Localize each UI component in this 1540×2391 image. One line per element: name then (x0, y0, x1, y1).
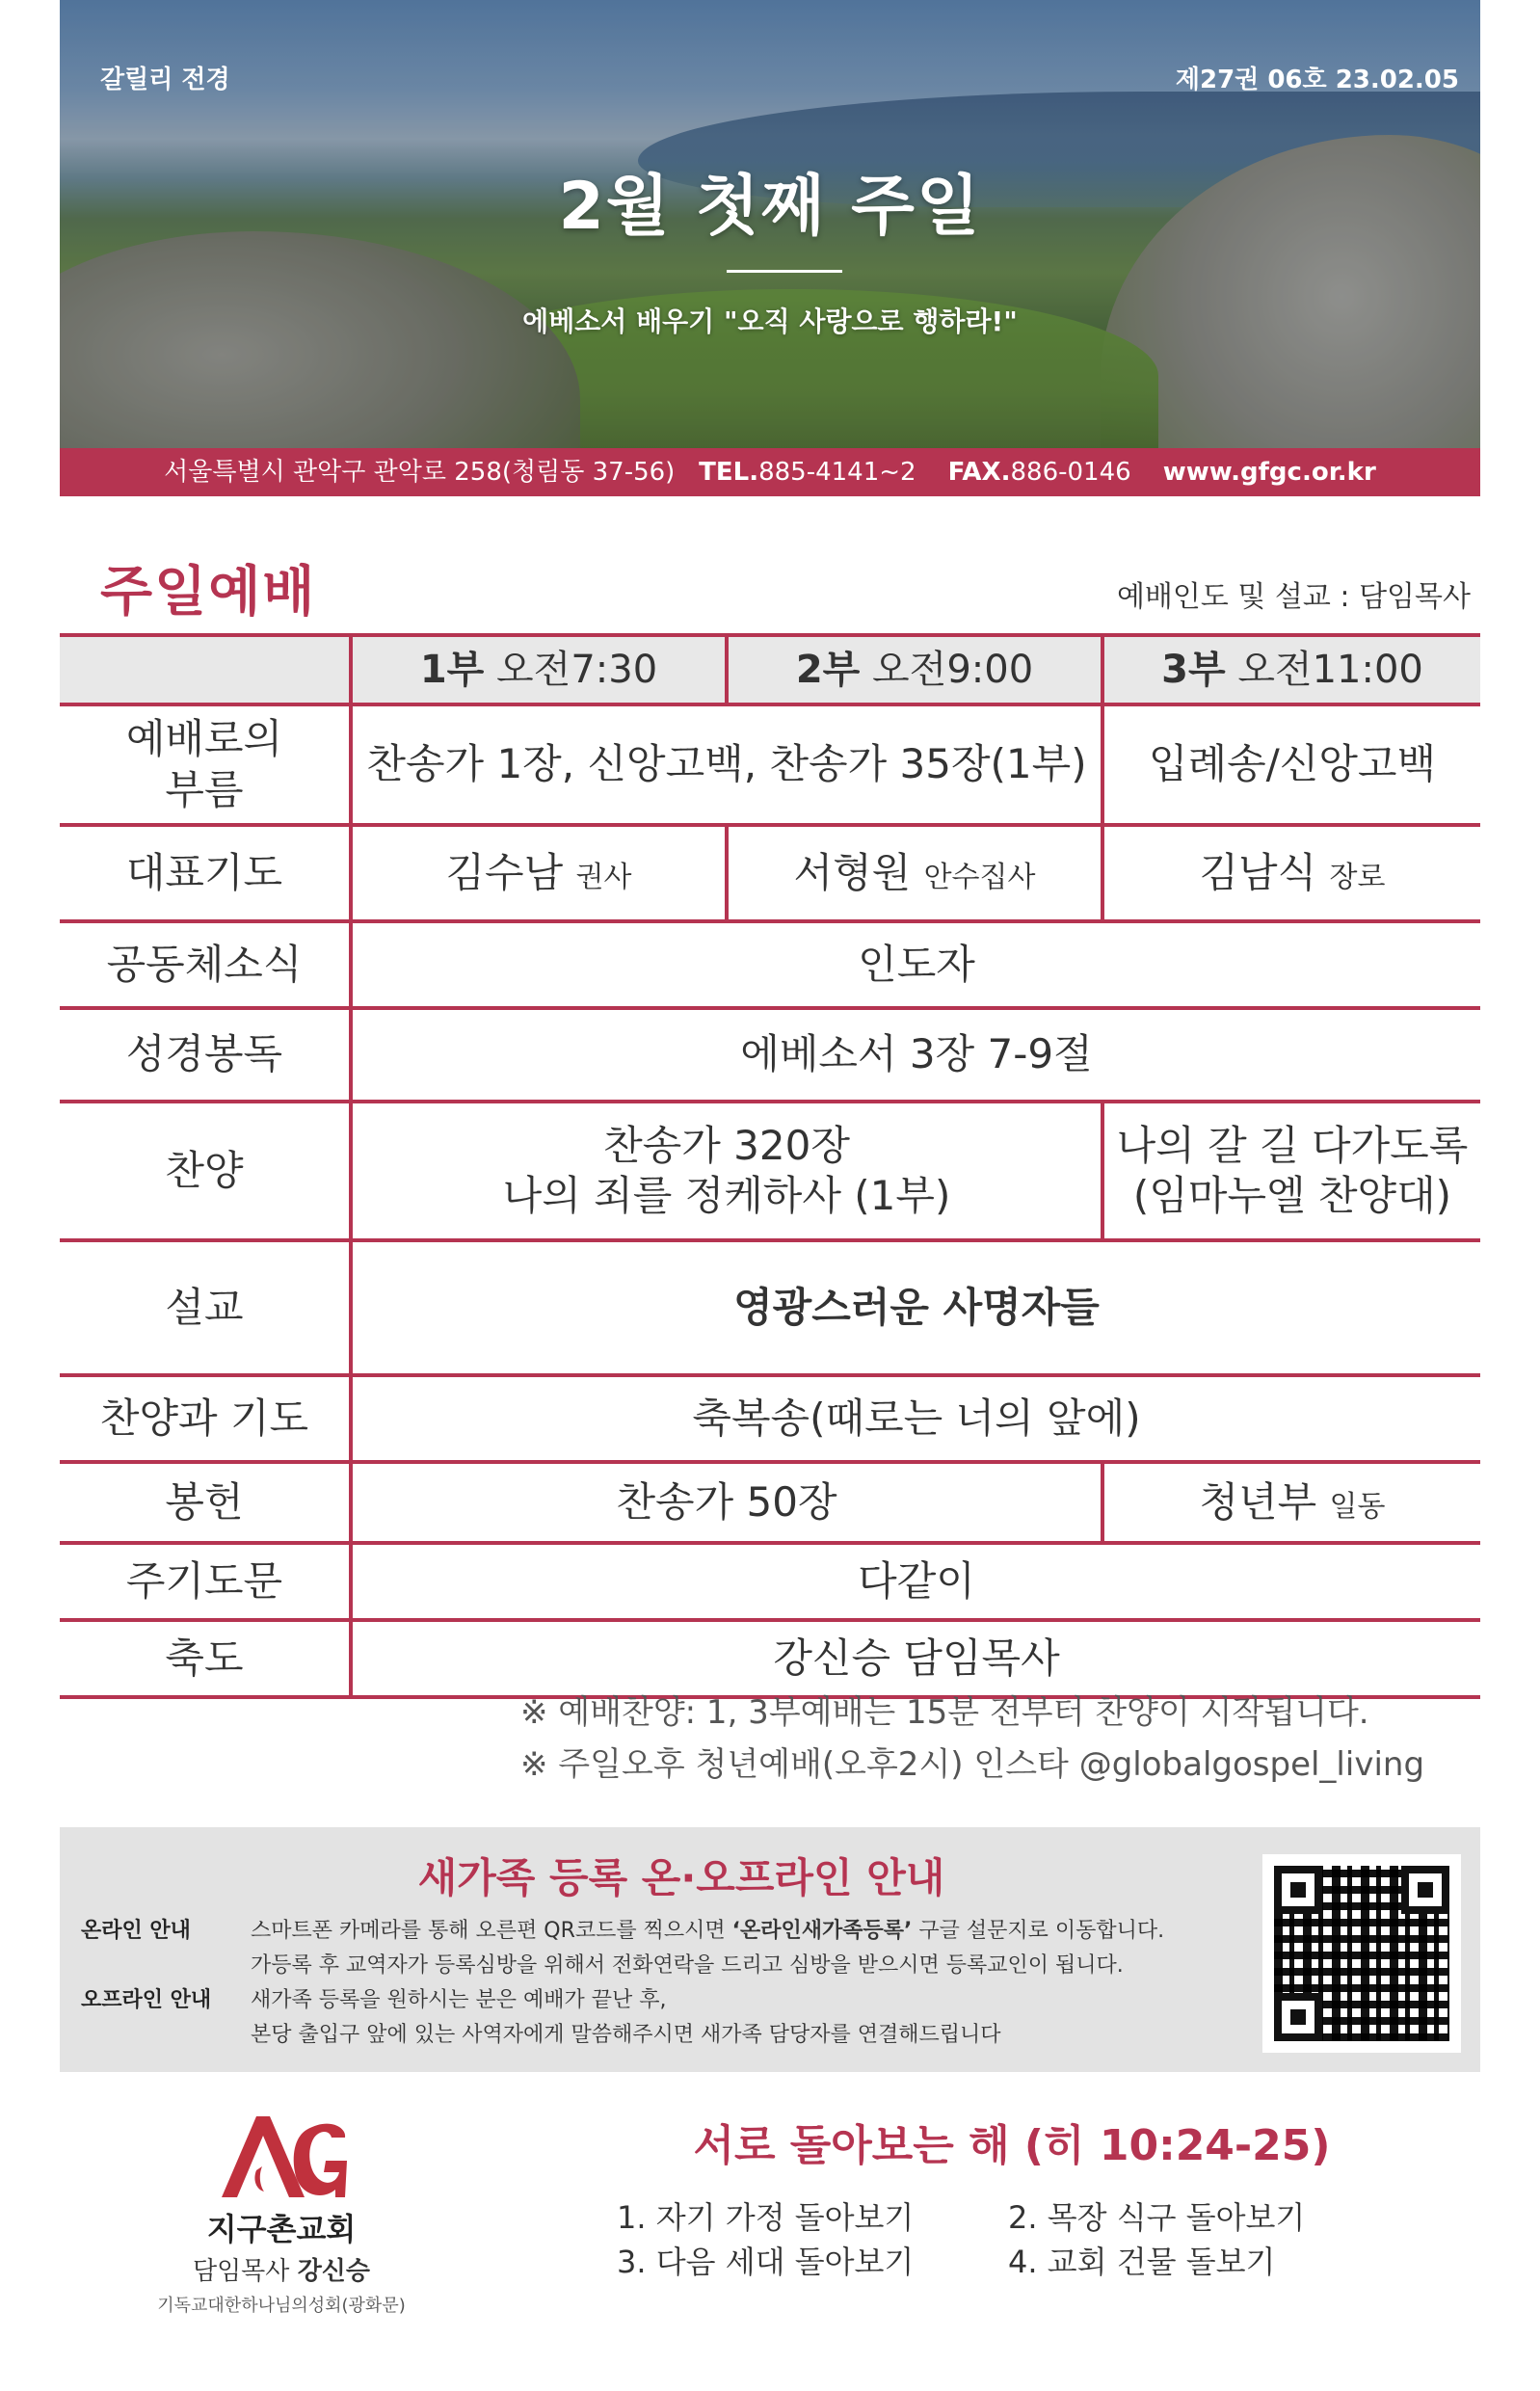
worship-section-title: 주일예배 (100, 561, 317, 624)
address-bar (60, 448, 1480, 496)
table-row (60, 1240, 1480, 1375)
row-label-prayer: 대표기도 (60, 825, 351, 921)
call-main: 찬송가 1장, 신앙고백, 찬송가 35장(1부) (351, 704, 1102, 825)
online-label: 온라인 안내 (81, 1919, 191, 1943)
note-praise-time: ※ 예배찬양: 1, 3부예배는 15분 전부터 찬양이 시작됩니다. (520, 1693, 1369, 1732)
row-label-lords-prayer: 주기도문 (60, 1543, 351, 1620)
page-subtitle: 에베소서 배우기 "오직 사랑으로 행하라!" (522, 306, 1018, 337)
row-label-sermon: 설교 (60, 1240, 351, 1375)
row-label-benediction: 축도 (60, 1620, 351, 1697)
community-value: 인도자 (351, 921, 1480, 1008)
offline-line-2: 본당 출입구 앞에 있는 사역자에게 말씀해주시면 새가족 담당자를 연결해드립니다 (251, 2023, 1001, 2047)
praise-main: 찬송가 320장 나의 죄를 정케하사 (1부) (351, 1102, 1102, 1240)
tel-number: 885-4141~2 (758, 458, 916, 487)
prayer-service-3: 김남식 장로 (1102, 825, 1480, 921)
senior-pastor: 담임목사 강신승 (192, 2257, 371, 2286)
page-title: 2월 첫째 주일 (558, 169, 982, 245)
row-label-community: 공동체소식 (60, 921, 351, 1008)
header-service-3: 3부 오전11:00 (1102, 635, 1480, 704)
benediction-value: 강신승 담임목사 (351, 1620, 1480, 1697)
new-family-registration (60, 1827, 1480, 2072)
fax-number: 886-0146 (1010, 458, 1131, 487)
table-row (60, 1620, 1480, 1697)
sermon-title: 영광스러운 사명자들 (351, 1240, 1480, 1375)
registration-qr-code[interactable] (1262, 1854, 1461, 2053)
table-row (60, 1102, 1480, 1240)
address: 서울특별시 관악구 관악로 258(청림동 37-56) (164, 458, 676, 487)
prayer-service-1: 김수남 권사 (351, 825, 727, 921)
offering-third: 청년부 일동 (1102, 1462, 1480, 1543)
table-row (60, 1462, 1480, 1543)
offline-label: 오프라인 안내 (81, 1988, 212, 2012)
worship-notes (520, 1687, 1424, 1791)
year-theme-title: 서로 돌아보는 해 (히 10:24-25) (693, 2121, 1331, 2170)
website-link[interactable]: www.gfgc.or.kr (1162, 458, 1376, 487)
denomination: 기독교대한하나님의성회(광화문) (157, 2296, 406, 2316)
lords-prayer-value: 다같이 (351, 1543, 1480, 1620)
praise-third: 나의 갈 길 다가도록 (임마누엘 찬양대) (1102, 1102, 1480, 1240)
header-service-1: 1부 오전7:30 (351, 635, 727, 704)
call-third: 입례송/신앙고백 (1102, 704, 1480, 825)
row-label-praise-prayer: 찬양과 기도 (60, 1375, 351, 1462)
church-logo-icon (214, 2109, 349, 2205)
goal-item-3: 3. 다음 세대 돌아보기 (617, 2244, 915, 2280)
offline-line-1: 새가족 등록을 원하시는 분은 예배가 끝난 후, (251, 1988, 667, 2012)
worship-leader: 예배인도 및 설교 : 담임목사 (1116, 580, 1471, 614)
row-label-offering: 봉헌 (60, 1462, 351, 1543)
praise-prayer-value: 축복송(때로는 너의 앞에) (351, 1375, 1480, 1462)
table-row (60, 704, 1480, 825)
fax-label: FAX. (947, 458, 1011, 487)
header-banner (60, 0, 1480, 496)
registration-title: 새가족 등록 온·오프라인 안내 (417, 1854, 945, 1901)
table-row (60, 921, 1480, 1008)
online-line-2: 가등록 후 교역자가 등록심방을 위해서 전화연락을 드리고 심방을 받으시면 등록교인이 됩니다. (251, 1953, 1124, 1978)
title-divider (727, 270, 842, 273)
worship-schedule-table (60, 633, 1480, 1699)
header-service-2: 2부 오전9:00 (727, 635, 1102, 704)
prayer-service-2: 서형원 안수집사 (727, 825, 1102, 921)
table-row (60, 825, 1480, 921)
goal-item-4: 4. 교회 건물 돌보기 (1008, 2244, 1276, 2280)
goal-item-1: 1. 자기 가정 돌아보기 (617, 2199, 915, 2236)
row-label-praise: 찬양 (60, 1102, 351, 1240)
table-row (60, 1543, 1480, 1620)
banner-caption: 갈릴리 전경 (100, 66, 230, 94)
note-youth-service: ※ 주일오후 청년예배(오후2시) 인스타 @globalgospel_living (520, 1745, 1425, 1784)
scripture-value: 에베소서 3장 7-9절 (351, 1008, 1480, 1102)
table-header-row (60, 635, 1480, 704)
row-label-scripture: 성경봉독 (60, 1008, 351, 1102)
row-label-call: 예배로의 부름 (60, 704, 351, 825)
goal-item-2: 2. 목장 식구 돌아보기 (1008, 2199, 1306, 2236)
tel-label: TEL. (699, 458, 759, 487)
offering-main: 찬송가 50장 (351, 1462, 1102, 1543)
table-row (60, 1375, 1480, 1462)
online-line-1: 스마트폰 카메라를 통해 오른편 QR코드를 찍으시면 ‘온라인새가족등록’ 구글 설문지로 이동합니다. (251, 1919, 1165, 1943)
issue-number: 제27권 06호 23.02.05 (1175, 66, 1459, 94)
table-row (60, 1008, 1480, 1102)
church-name: 지구촌교회 (206, 2211, 357, 2247)
